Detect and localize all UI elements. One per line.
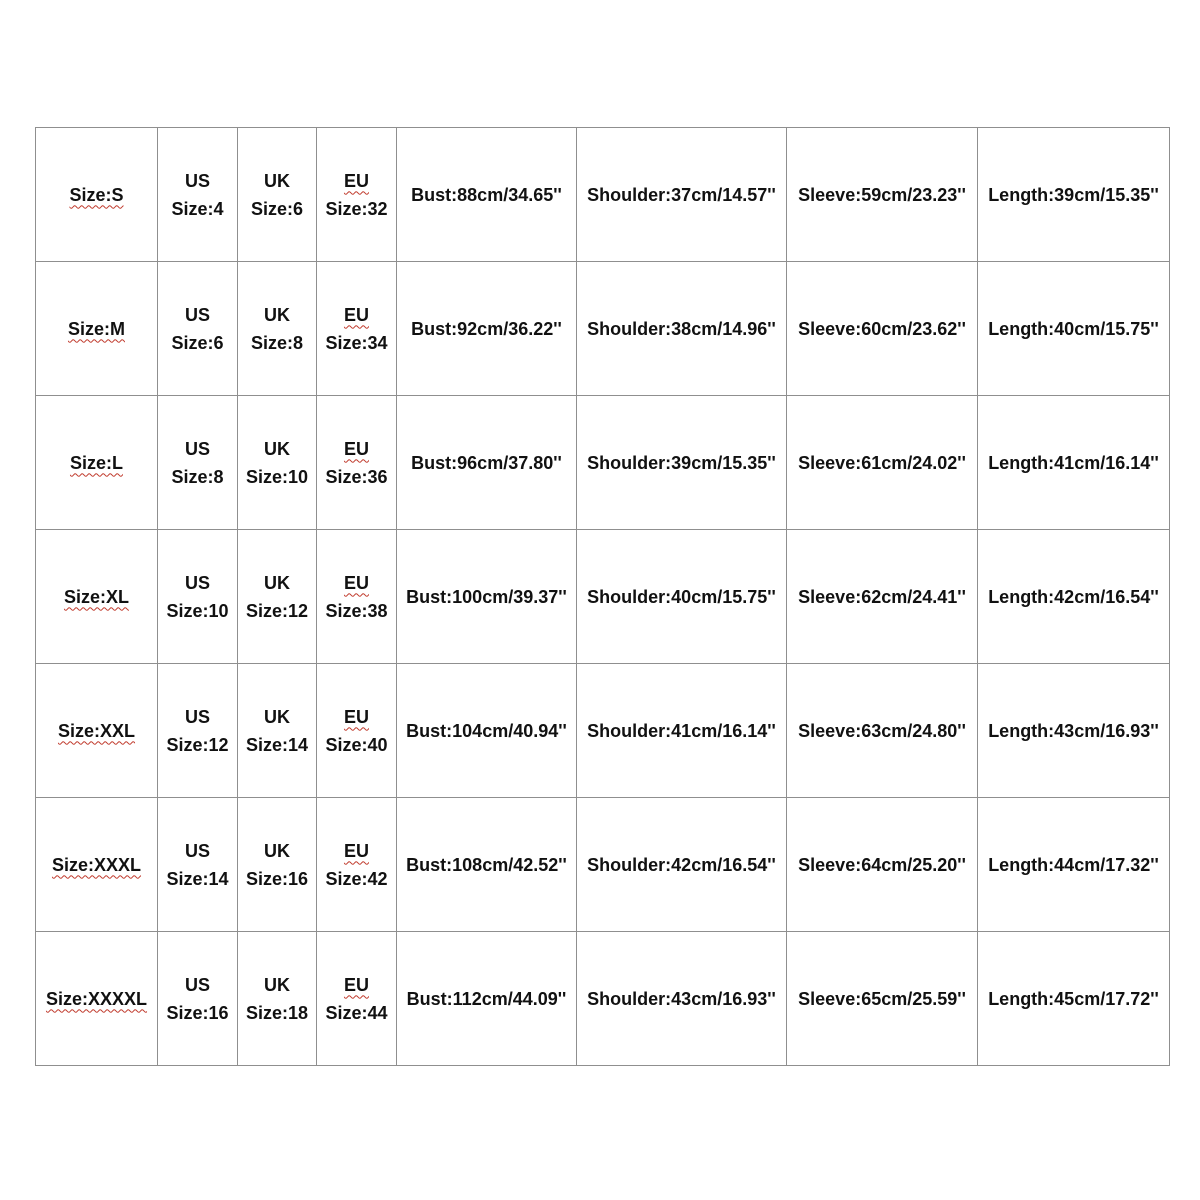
bust-value: Bust:112cm/44.09'' [406,988,567,1009]
bust-cell [397,664,577,798]
eu-size-cell [317,798,397,932]
us-label: US [184,572,210,593]
bust-value: Bust:104cm/40.94'' [406,720,567,741]
eu-label: EU [343,706,369,727]
shoulder-value: Shoulder:42cm/16.54'' [587,854,776,875]
size-cell [36,798,158,932]
us-size-cell [158,396,238,530]
uk-label: UK [264,572,290,593]
sleeve-cell [787,798,978,932]
eu-label: EU [343,572,369,593]
sleeve-cell [787,128,978,262]
uk-label: UK [264,840,290,861]
shoulder-value: Shoulder:38cm/14.96'' [587,318,776,339]
shoulder-cell [577,932,787,1066]
us-size-value: Size:16 [166,1002,229,1023]
us-label: US [184,974,210,995]
length-cell [978,664,1170,798]
shoulder-value: Shoulder:39cm/15.35'' [587,452,776,473]
sleeve-value: Sleeve:62cm/24.41'' [798,586,966,607]
sleeve-cell [787,932,978,1066]
size-cell [36,664,158,798]
uk-size-value: Size:18 [245,1002,309,1023]
size-row [36,262,1170,396]
length-value: Length:45cm/17.72'' [988,988,1159,1009]
uk-label: UK [264,170,290,191]
bust-value: Bust:92cm/36.22'' [411,318,562,339]
sleeve-cell [787,664,978,798]
us-label: US [184,706,210,727]
bust-value: Bust:96cm/37.80'' [411,452,562,473]
eu-size-value: Size:42 [325,868,388,889]
length-cell [978,128,1170,262]
us-label: US [184,438,210,459]
us-label: US [184,304,210,325]
uk-size-value: Size:16 [245,868,309,889]
length-cell [978,798,1170,932]
bust-cell [397,128,577,262]
shoulder-value: Shoulder:40cm/15.75'' [587,586,776,607]
us-size-value: Size:6 [171,332,224,353]
size-name: Size:S [69,184,124,205]
size-cell [36,262,158,396]
us-size-cell [158,262,238,396]
shoulder-cell [577,396,787,530]
eu-label: EU [343,304,369,325]
sleeve-value: Sleeve:65cm/25.59'' [798,988,966,1009]
eu-size-cell [317,932,397,1066]
uk-size-value: Size:14 [245,734,309,755]
uk-size-cell [238,932,317,1066]
uk-size-value: Size:8 [250,332,304,353]
length-cell [978,262,1170,396]
us-size-value: Size:8 [171,466,224,487]
uk-size-value: Size:12 [245,600,309,621]
bust-cell [397,262,577,396]
uk-size-cell [238,798,317,932]
eu-size-value: Size:32 [325,198,388,219]
size-cell [36,128,158,262]
us-size-cell [158,798,238,932]
length-value: Length:40cm/15.75'' [988,318,1159,339]
size-row [36,128,1170,262]
sleeve-cell [787,530,978,664]
bust-cell [397,396,577,530]
eu-label: EU [343,170,369,191]
size-chart-table [35,127,1170,1066]
sleeve-value: Sleeve:60cm/23.62'' [798,318,966,339]
size-row [36,932,1170,1066]
us-size-value: Size:4 [171,198,224,219]
length-cell [978,932,1170,1066]
length-value: Length:44cm/17.32'' [988,854,1159,875]
uk-size-value: Size:10 [245,466,309,487]
bust-cell [397,798,577,932]
us-size-cell [158,128,238,262]
us-label: US [184,840,210,861]
eu-size-cell [317,530,397,664]
eu-size-cell [317,396,397,530]
sleeve-value: Sleeve:59cm/23.23'' [798,184,966,205]
size-row [36,396,1170,530]
uk-size-cell [238,530,317,664]
eu-label: EU [343,840,369,861]
us-size-value: Size:10 [166,600,229,621]
uk-label: UK [264,304,290,325]
size-row [36,664,1170,798]
uk-size-cell [238,128,317,262]
uk-label: UK [264,974,290,995]
us-label: US [184,170,210,191]
size-row [36,530,1170,664]
eu-size-value: Size:38 [325,600,388,621]
us-size-cell [158,530,238,664]
uk-size-cell [238,396,317,530]
bust-value: Bust:100cm/39.37'' [406,586,567,607]
eu-size-value: Size:36 [325,466,388,487]
uk-size-value: Size:6 [250,198,304,219]
shoulder-cell [577,128,787,262]
length-value: Length:42cm/16.54'' [988,586,1159,607]
length-cell [978,530,1170,664]
length-value: Length:41cm/16.14'' [988,452,1159,473]
length-value: Length:39cm/15.35'' [988,184,1159,205]
length-value: Length:43cm/16.93'' [988,720,1159,741]
sleeve-value: Sleeve:63cm/24.80'' [798,720,966,741]
shoulder-value: Shoulder:43cm/16.93'' [587,988,776,1009]
eu-size-cell [317,262,397,396]
us-size-cell [158,664,238,798]
eu-label: EU [343,974,369,995]
size-row [36,798,1170,932]
size-chart-rows [36,128,1170,1066]
shoulder-cell [577,664,787,798]
uk-label: UK [264,706,290,727]
size-name: Size:XXXXL [45,988,148,1009]
eu-size-cell [317,128,397,262]
eu-size-value: Size:44 [325,1002,388,1023]
bust-cell [397,932,577,1066]
eu-size-cell [317,664,397,798]
shoulder-cell [577,262,787,396]
sleeve-value: Sleeve:64cm/25.20'' [798,854,966,875]
length-cell [978,396,1170,530]
bust-cell [397,530,577,664]
eu-size-value: Size:34 [325,332,388,353]
bust-value: Bust:88cm/34.65'' [411,184,562,205]
size-cell [36,932,158,1066]
sleeve-cell [787,262,978,396]
bust-value: Bust:108cm/42.52'' [406,854,567,875]
us-size-value: Size:12 [166,734,229,755]
sleeve-cell [787,396,978,530]
size-name: Size:XXXL [51,854,142,875]
shoulder-value: Shoulder:41cm/16.14'' [587,720,776,741]
shoulder-cell [577,798,787,932]
us-size-cell [158,932,238,1066]
sleeve-value: Sleeve:61cm/24.02'' [798,452,966,473]
size-name: Size:M [67,318,125,339]
us-size-value: Size:14 [166,868,229,889]
size-name: Size:XXL [57,720,136,741]
uk-size-cell [238,664,317,798]
shoulder-cell [577,530,787,664]
size-cell [36,396,158,530]
size-name: Size:XL [63,586,129,607]
uk-size-cell [238,262,317,396]
size-cell [36,530,158,664]
eu-size-value: Size:40 [325,734,388,755]
eu-label: EU [343,438,369,459]
shoulder-value: Shoulder:37cm/14.57'' [587,184,776,205]
uk-label: UK [264,438,290,459]
size-name: Size:L [69,452,123,473]
